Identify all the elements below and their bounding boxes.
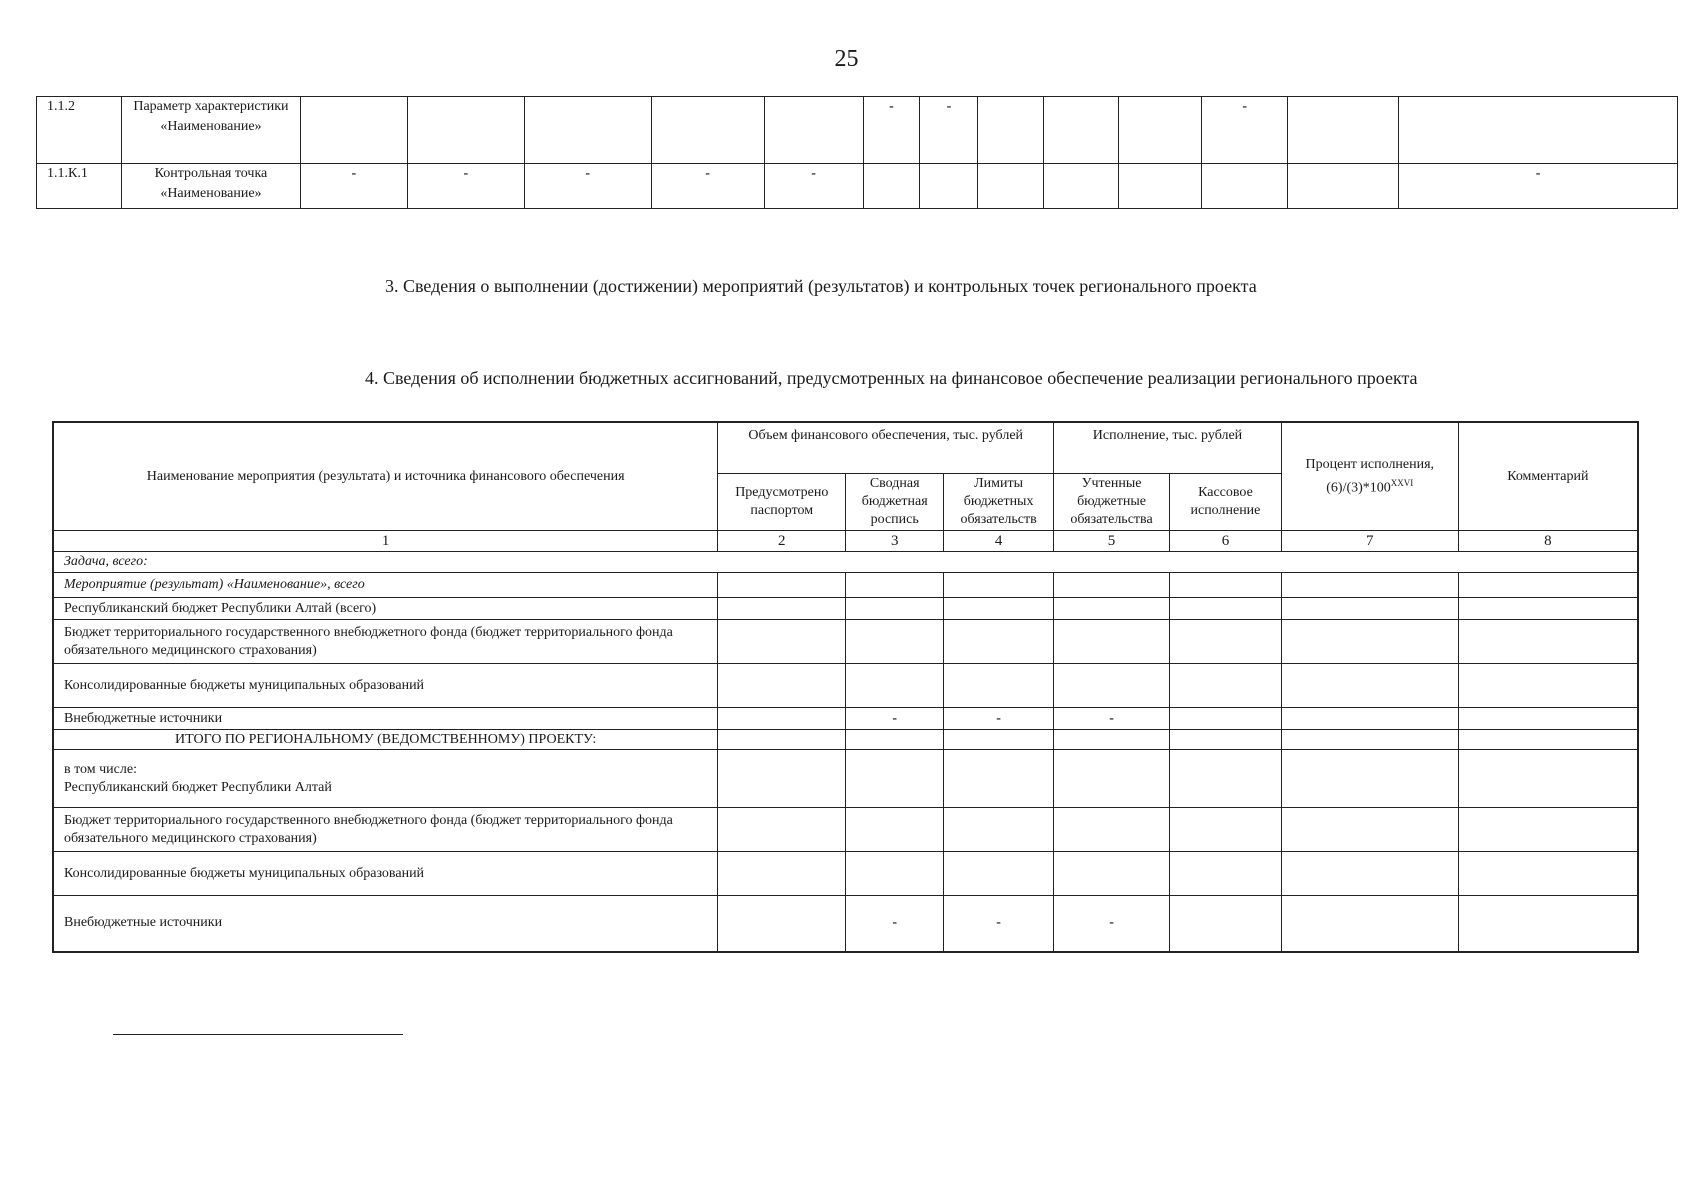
indicator-cell (1044, 97, 1119, 164)
indicator-code: 1.1.К.1 (37, 164, 122, 209)
value-cell: - (846, 896, 944, 952)
value-cell (1458, 896, 1638, 952)
funding-source-row (53, 620, 1638, 664)
value-cell (718, 852, 846, 896)
empty-cell (1054, 730, 1170, 750)
empty-cell (1458, 730, 1638, 750)
value-cell (1281, 708, 1458, 730)
header-comment: Комментарий (1458, 422, 1638, 531)
empty-cell (1281, 573, 1458, 598)
section-4-heading: 4. Сведения об исполнении бюджетных ассигнований, предусмотренных на финансовое обеспечение реализации регионального проекта (365, 368, 1418, 388)
funding-source-name: Бюджет территориального государственного внебюджетного фонда (бюджет территориального фонда обязательного медицинского страхования) (53, 620, 718, 664)
value-cell (1170, 896, 1282, 952)
indicator-name: Параметр характеристики «Наименование» (121, 97, 300, 164)
indicator-cell: - (300, 164, 407, 209)
value-cell (944, 620, 1054, 664)
header-cash: Кассовое исполнение (1170, 474, 1282, 531)
empty-cell (846, 573, 944, 598)
total-source-label: Консолидированные бюджеты муниципальных образований (64, 865, 425, 881)
value-cell (1170, 808, 1282, 852)
indicator-cell (1202, 164, 1288, 209)
indicator-cell: - (651, 164, 764, 209)
indicator-cell (524, 97, 651, 164)
value-cell (1054, 808, 1170, 852)
indicator-table (36, 96, 1678, 209)
value-cell: - (944, 896, 1054, 952)
total-row (53, 730, 1638, 750)
header-volume-group: Объем финансового обеспечения, тыс. рублей (718, 422, 1054, 474)
header-percent-footnote: XXVI (1390, 477, 1414, 488)
indicator-code: 1.1.2 (37, 97, 122, 164)
value-cell (1170, 708, 1282, 730)
measure-row (53, 573, 1638, 598)
value-cell: - (944, 708, 1054, 730)
indicator-cell: - (1202, 97, 1288, 164)
value-cell (944, 808, 1054, 852)
header-summary-list: Сводная бюджетная роспись (846, 474, 944, 531)
value-cell (846, 620, 944, 664)
value-cell (1281, 896, 1458, 952)
value-cell: - (1054, 896, 1170, 952)
value-cell (944, 750, 1054, 808)
indicator-cell (300, 97, 407, 164)
value-cell (1458, 852, 1638, 896)
value-cell (718, 750, 846, 808)
empty-cell (1170, 730, 1282, 750)
value-cell (846, 852, 944, 896)
total-source-name (53, 750, 718, 808)
indicator-cell: - (407, 164, 524, 209)
indicator-cell (863, 164, 920, 209)
header-percent-label: Процент исполнения, (6)/(3)*100 (1305, 456, 1435, 496)
value-cell (1054, 598, 1170, 620)
column-number: 1 (53, 531, 718, 552)
column-number: 6 (1170, 531, 1282, 552)
value-cell (1458, 808, 1638, 852)
indicator-row (37, 164, 1678, 209)
value-cell (1458, 620, 1638, 664)
empty-cell (1281, 730, 1458, 750)
value-cell (718, 664, 846, 708)
indicator-row (37, 97, 1678, 164)
total-source-name (53, 896, 718, 952)
indicator-cell (651, 97, 764, 164)
column-number: 4 (944, 531, 1054, 552)
value-cell (1458, 664, 1638, 708)
header-passport: Предусмотрено паспортом (718, 474, 846, 531)
value-cell (1054, 620, 1170, 664)
column-number: 3 (846, 531, 944, 552)
empty-cell (1170, 573, 1282, 598)
value-cell (846, 808, 944, 852)
indicator-cell (764, 97, 863, 164)
funding-source-row (53, 598, 1638, 620)
column-numbers-row (53, 531, 1638, 552)
empty-cell (718, 730, 846, 750)
funding-source-row (53, 664, 1638, 708)
column-number: 5 (1054, 531, 1170, 552)
value-cell (1281, 664, 1458, 708)
value-cell (718, 808, 846, 852)
value-cell (944, 852, 1054, 896)
header-name-column: Наименование мероприятия (результата) и источника финансового обеспечения (53, 422, 718, 531)
value-cell (846, 598, 944, 620)
value-cell (1281, 808, 1458, 852)
funding-source-row (53, 708, 1638, 730)
total-source-row (53, 808, 1638, 852)
value-cell (846, 664, 944, 708)
indicator-cell (1044, 164, 1119, 209)
header-limits: Лимиты бюджетных обязательств (944, 474, 1054, 531)
value-cell (718, 598, 846, 620)
total-source-label: Внебюджетные источники (64, 915, 223, 931)
value-cell (1054, 664, 1170, 708)
indicator-cell: - (524, 164, 651, 209)
empty-cell (718, 573, 846, 598)
value-cell (1170, 664, 1282, 708)
indicator-cell (1288, 97, 1399, 164)
section-3-heading: 3. Сведения о выполнении (достижении) мероприятий (результатов) и контрольных точек регионального проекта (385, 276, 1257, 296)
indicator-cell (1119, 97, 1202, 164)
value-cell (1170, 750, 1282, 808)
indicator-cell (978, 164, 1044, 209)
header-percent (1281, 422, 1458, 531)
value-cell (1054, 750, 1170, 808)
measure-label: Мероприятие (результат) «Наименование», всего (53, 573, 718, 598)
empty-cell (846, 730, 944, 750)
value-cell (1281, 620, 1458, 664)
total-source-name (53, 808, 718, 852)
funding-source-name: Республиканский бюджет Республики Алтай (всего) (53, 598, 718, 620)
value-cell (1458, 598, 1638, 620)
indicator-cell: - (764, 164, 863, 209)
budget-execution-table (52, 421, 1639, 953)
indicator-cell (978, 97, 1044, 164)
value-cell (1170, 598, 1282, 620)
value-cell: - (846, 708, 944, 730)
total-label: ИТОГО ПО РЕГИОНАЛЬНОМУ (ВЕДОМСТВЕННОМУ) ПРОЕКТУ: (53, 730, 718, 750)
indicator-cell (1119, 164, 1202, 209)
value-cell (1281, 852, 1458, 896)
value-cell (1281, 750, 1458, 808)
column-number: 7 (1281, 531, 1458, 552)
value-cell (718, 896, 846, 952)
indicator-cell: - (1399, 164, 1678, 209)
indicator-cell (1399, 97, 1678, 164)
funding-source-name: Консолидированные бюджеты муниципальных образований (53, 664, 718, 708)
empty-cell (1458, 573, 1638, 598)
indicator-cell: - (920, 97, 978, 164)
indicator-name: Контрольная точка «Наименование» (121, 164, 300, 209)
task-label: Задача, всего: (53, 552, 1638, 573)
total-source-row (53, 896, 1638, 952)
page-number: 25 (834, 46, 859, 72)
value-cell (1458, 708, 1638, 730)
value-cell (718, 620, 846, 664)
total-source-row (53, 852, 1638, 896)
indicator-cell (920, 164, 978, 209)
value-cell (1054, 852, 1170, 896)
empty-cell (1054, 573, 1170, 598)
header-accounted: Учтенные бюджетные обязательства (1054, 474, 1170, 531)
total-source-row (53, 750, 1638, 808)
value-cell (1170, 620, 1282, 664)
indicator-cell: - (863, 97, 920, 164)
column-number: 2 (718, 531, 846, 552)
total-source-label: Республиканский бюджет Республики Алтай (64, 779, 332, 795)
value-cell (846, 750, 944, 808)
value-cell (1458, 750, 1638, 808)
indicator-cell (1288, 164, 1399, 209)
value-cell: - (1054, 708, 1170, 730)
task-row (53, 552, 1638, 573)
funding-source-name: Внебюджетные источники (53, 708, 718, 730)
footnote-separator (113, 1034, 403, 1035)
total-source-name (53, 852, 718, 896)
value-cell (718, 708, 846, 730)
value-cell (1170, 852, 1282, 896)
value-cell (944, 664, 1054, 708)
empty-cell (944, 730, 1054, 750)
empty-cell (944, 573, 1054, 598)
column-number: 8 (1458, 531, 1638, 552)
value-cell (944, 598, 1054, 620)
total-source-label: Бюджет территориального государственного внебюджетного фонда (бюджет территориального фонда обязательного медицинского страхования) (64, 812, 673, 846)
indicator-cell (407, 97, 524, 164)
header-execution-group: Исполнение, тыс. рублей (1054, 422, 1282, 474)
total-source-prefix: в том числе: (64, 761, 137, 777)
value-cell (1281, 598, 1458, 620)
